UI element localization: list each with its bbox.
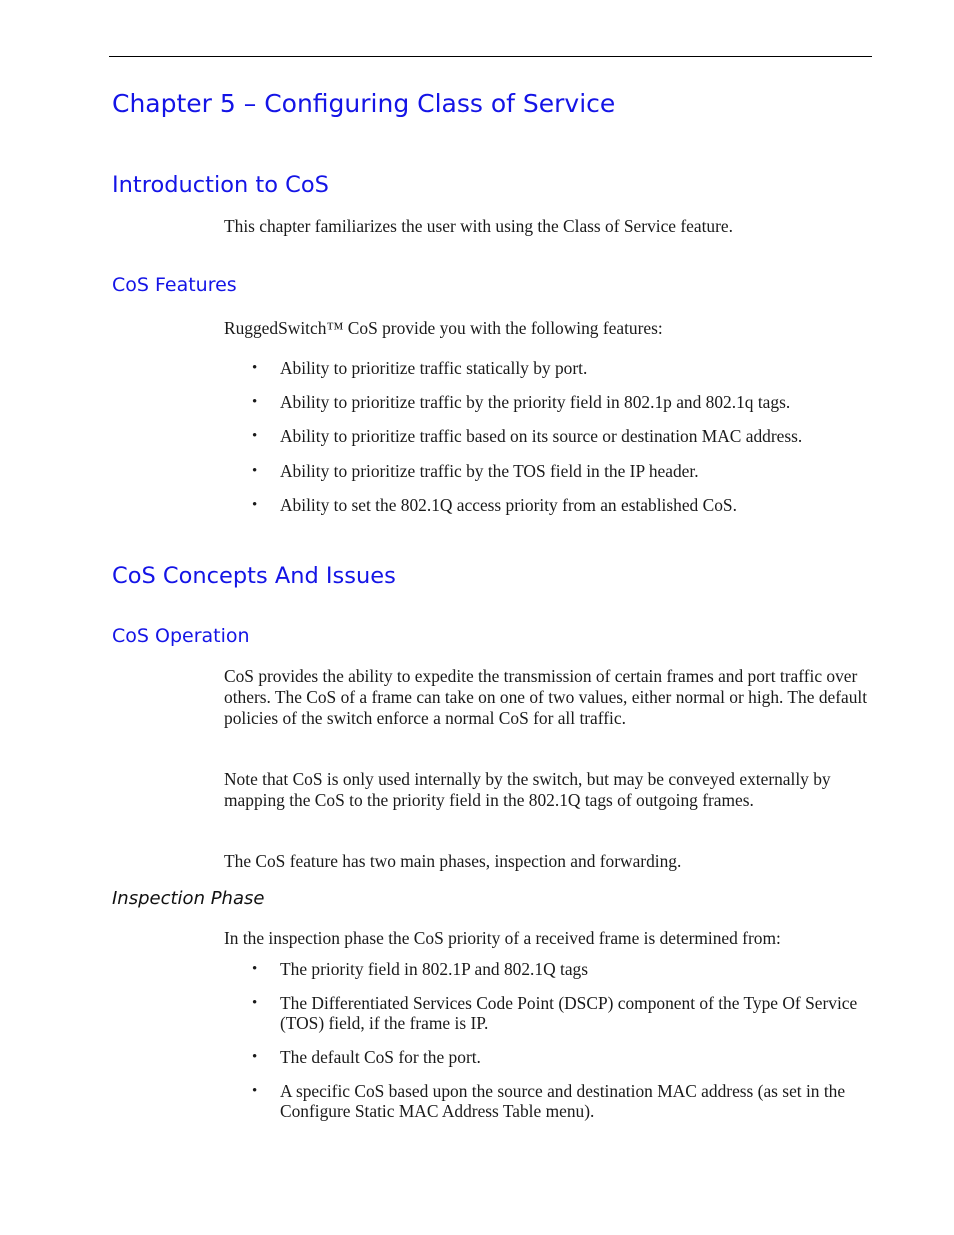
operation-para-1: CoS provides the ability to expedite the transmission of certain frames and port traffic over others. The CoS of a frame can take on one of two values, either normal or high. The default policies of the switch enforce a normal CoS for all traffic. [224,666,868,728]
list-item: • Ability to prioritize traffic based on its source or destination MAC address. [252,426,803,446]
list-item: • The default CoS for the port. [252,1047,481,1067]
operation-heading: CoS Operation [112,625,250,647]
list-item: • The Differentiated Services Code Point (DSCP) component of the Type Of Service (TOS) field, if the frame is IP. [252,993,858,1033]
bullet-icon: • [252,497,258,513]
intro-text: This chapter familiarizes the user with using the Class of Service feature. [224,216,733,236]
list-item: • A specific CoS based upon the source and destination MAC address (as set in the Configure Static MAC Address Table menu). [252,1081,846,1121]
bullet-icon: • [252,1083,258,1099]
operation-para-2: Note that CoS is only used internally by the switch, but may be conveyed externally by mapping the CoS to the priority field in the 802.1Q tags of outgoing frames. [224,769,831,810]
features-list [224,358,874,515]
list-item: • Ability to set the 802.1Q access priority from an established CoS. [252,495,737,515]
features-lead: RuggedSwitch™ CoS provide you with the following features: [224,318,663,338]
inspection-heading: Inspection Phase [112,888,265,909]
bullet-icon: • [252,360,258,376]
inspection-list [224,959,874,1121]
bullet-icon: • [252,995,258,1011]
list-item: • Ability to prioritize traffic by the TOS field in the IP header. [252,461,699,481]
bullet-icon: • [252,463,258,479]
bullet-icon: • [252,961,258,977]
bullet-icon: • [252,1049,258,1065]
chapter-title: Chapter 5 – Configuring Class of Service [112,89,616,118]
list-item: • The priority field in 802.1P and 802.1Q tags [252,959,588,979]
concepts-heading: CoS Concepts And Issues [112,563,396,589]
operation-para-3: The CoS feature has two main phases, inspection and forwarding. [224,851,682,871]
bullet-icon: • [252,428,258,444]
intro-heading: Introduction to CoS [112,172,329,198]
top-rule [109,56,872,57]
inspection-lead: In the inspection phase the CoS priority of a received frame is determined from: [224,928,781,948]
bullet-icon: • [252,394,258,410]
list-item: • Ability to prioritize traffic statically by port. [252,358,588,378]
list-item: • Ability to prioritize traffic by the priority field in 802.1p and 802.1q tags. [252,392,791,412]
features-heading: CoS Features [112,274,237,296]
